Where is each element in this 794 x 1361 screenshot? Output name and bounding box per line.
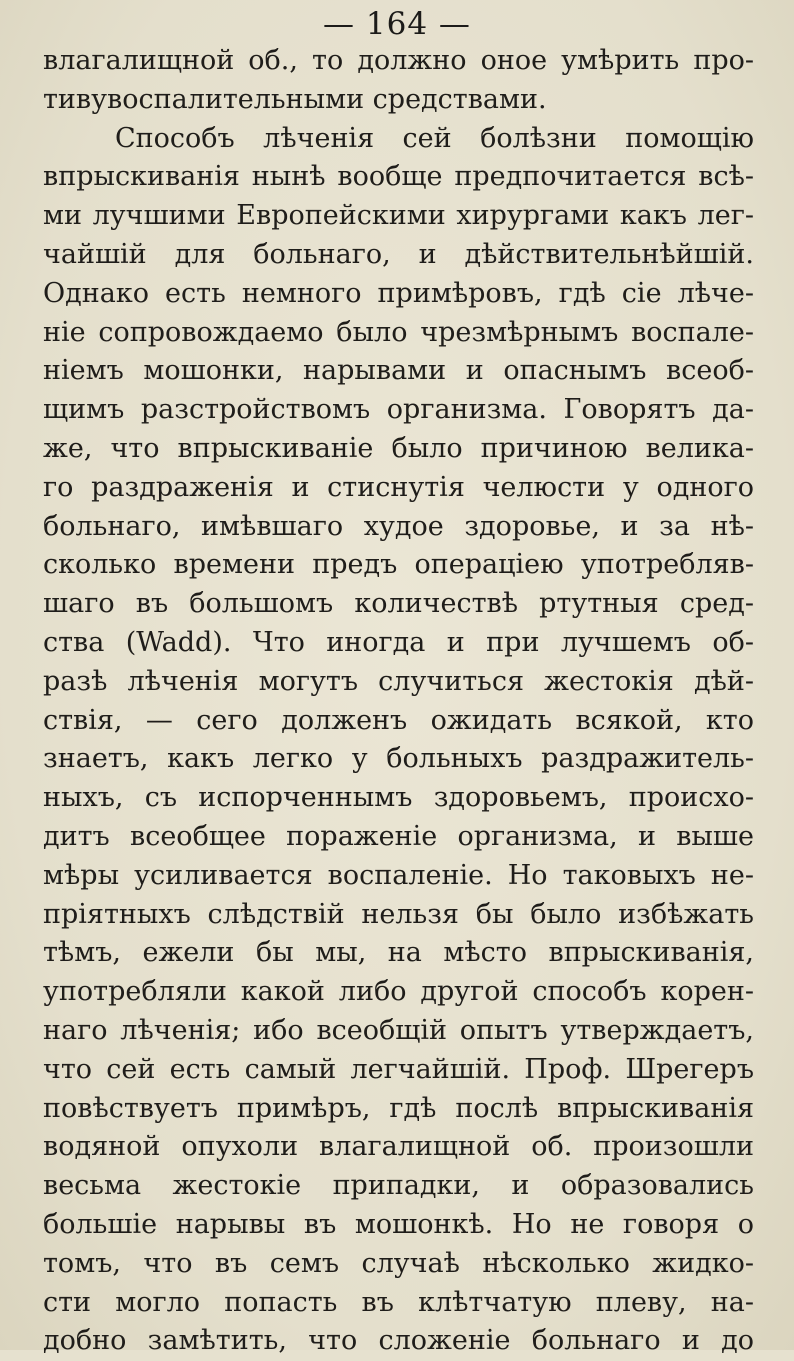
text-line: тивувоспалительными средствами. [43,83,547,115]
text-line: употребляли какой либо другой способъ корен- [43,976,754,1008]
text-line: Способъ лѣченія сей болѣзни помощію [115,122,754,154]
text-line: томъ, что въ семъ случаѣ нѣсколько жидко- [43,1247,754,1279]
text-line: ніе сопровождаемо было чрезмѣрнымъ воспале- [43,316,754,348]
text-line: водяной опухоли влагалищной об. произошли [43,1131,754,1163]
text-line: шаго въ большомъ количествѣ ртутныя сред- [43,588,754,620]
text-line: наго лѣченія; ибо всеобщій опытъ утверждаетъ, [43,1014,754,1046]
text-line: дитъ всеобщее пораженіе организма, и выше [43,820,754,852]
text-line: что сей есть самый легчайшій. Проф. Шрегеръ [43,1053,754,1085]
text-line: же, что впрыскиваніе было причиною велика- [43,432,754,464]
text-line: го раздраженія и стиснутія челюсти у одного [43,471,754,503]
text-line: влагалищной об., то должно оное умѣрить про- [43,45,754,76]
text-line: чайшій для больнаго, и дѣйствительнѣйшій. [43,238,754,270]
text-line: больнаго, имѣвшаго худое здоровье, и за нѣ- [43,510,754,542]
text-line: ствія, — сего долженъ ожидать всякой, кто [43,704,754,736]
text-line: впрыскиванія нынѣ вообще предпочитается всѣ- [43,161,754,193]
text-line: щимъ разстройствомъ организма. Говорятъ да- [43,394,754,426]
text-line: ства (Wadd). Что иногда и при лучшемъ об- [43,626,754,658]
page-number: — 164 — [323,6,471,42]
text-line: добно замѣтить, что сложеніе больнаго и до [43,1325,754,1357]
text-line: знаетъ, какъ легко у больныхъ раздражитель- [43,743,754,775]
text-line: весьма жестокіе припадки, и образовались [43,1170,754,1202]
text-line: ми лучшими Европейскими хирургами какъ лег- [43,200,754,232]
text-line: мѣры усиливается воспаленіе. Но таковыхъ не- [43,859,754,891]
text-line: разѣ лѣченія могутъ случиться жестокія дѣй- [43,665,754,697]
text-line: пріятныхъ слѣдствій нельзя бы было избѣжать [43,898,754,930]
text-line: большіе нарывы въ мошонкѣ. Но не говоря о [43,1208,754,1240]
text-line: Однако есть немного примѣровъ, гдѣ сіе лѣче- [43,277,754,309]
text-line: ныхъ, съ испорченнымъ здоровьемъ, происхо- [43,782,754,814]
text-line: сколько времени предъ операціею употребляв- [43,549,754,581]
text-line: сти могло попасть въ клѣтчатую плеву, на- [43,1286,754,1318]
text-line: тѣмъ, ежели бы мы, на мѣсто впрыскиванія, [43,937,754,969]
text-line: ніемъ мошонки, нарывами и опаснымъ всеоб- [43,355,754,387]
text-line: повѣствуетъ примѣръ, гдѣ послѣ впрыскиванія [43,1092,754,1124]
body-text [43,42,754,1361]
